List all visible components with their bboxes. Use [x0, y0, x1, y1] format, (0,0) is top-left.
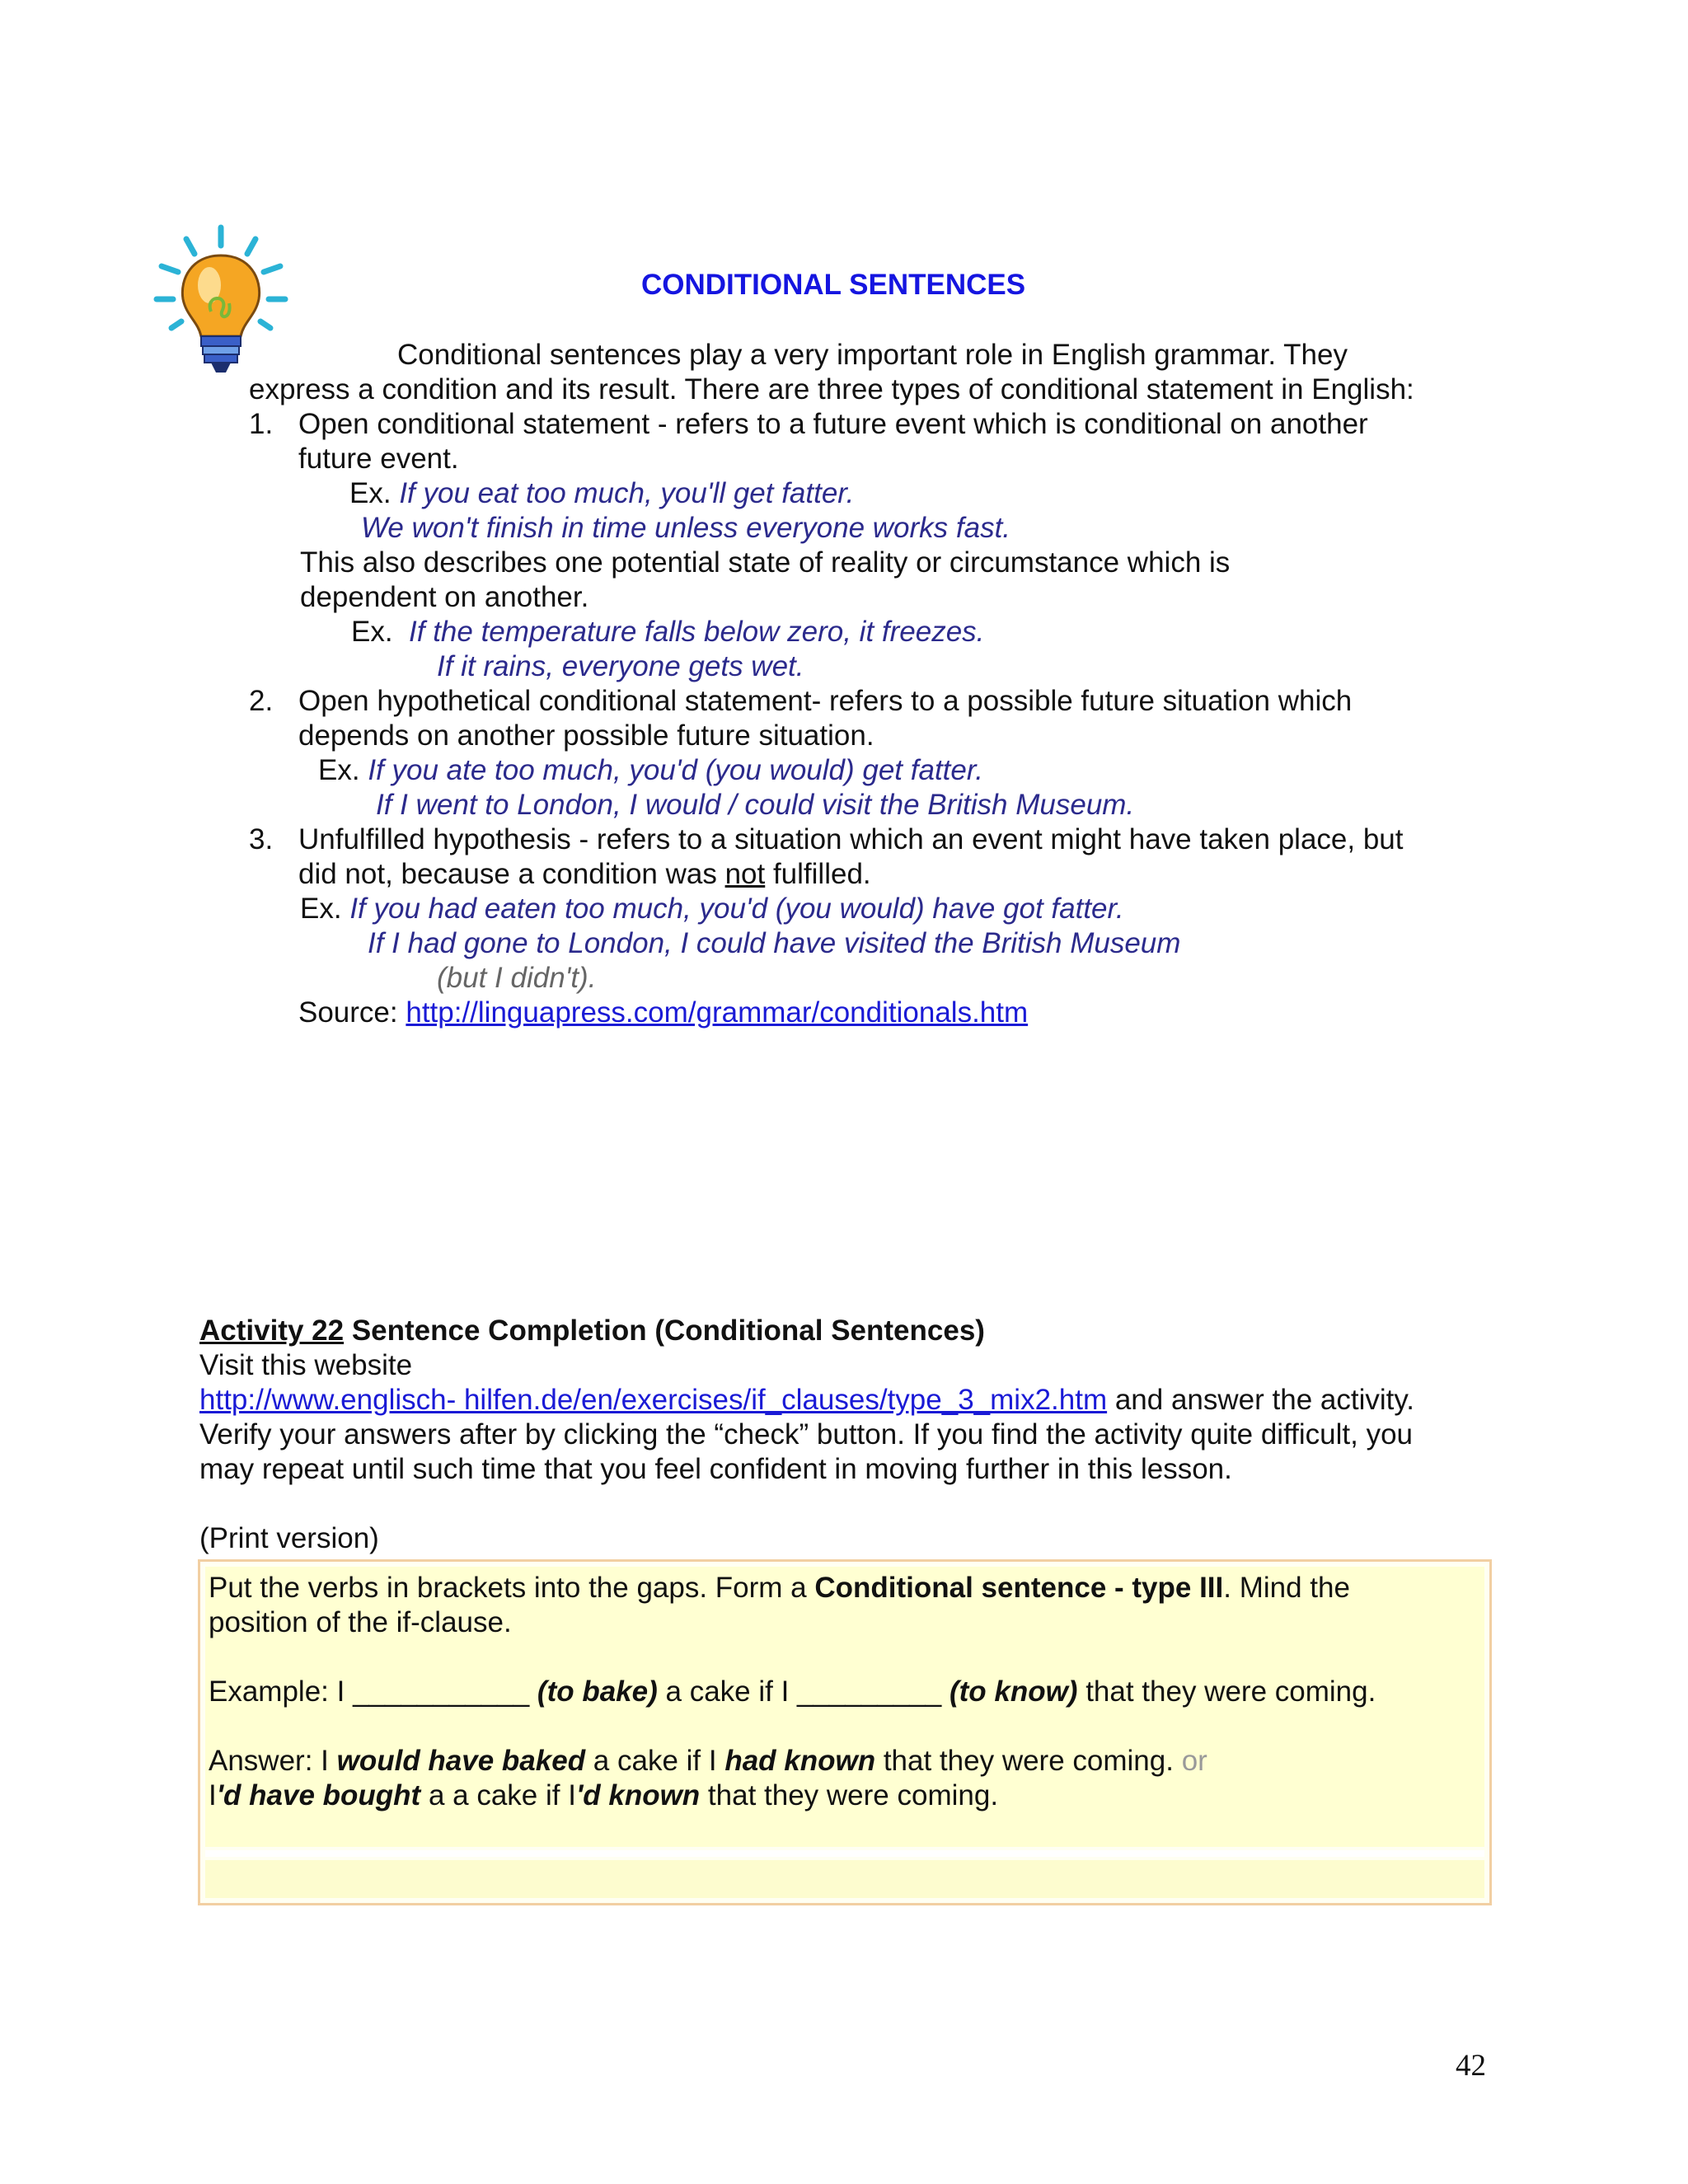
- exercise-box-divider: [205, 1850, 1484, 1857]
- example-e: that they were coming.: [1077, 1675, 1376, 1708]
- example-a: Example: I ___________: [209, 1675, 537, 1708]
- item-1-note-2: dependent on another.: [300, 581, 589, 613]
- item-3-line-2-a: did not, because a condition was: [298, 858, 725, 890]
- example-label: Ex.: [351, 616, 393, 648]
- answer-c: a cake if I: [585, 1745, 725, 1777]
- example-b: (to bake): [537, 1675, 658, 1708]
- instr-c: . Mind the: [1223, 1572, 1350, 1604]
- example-sentence: If you eat too much, you'll get fatter.: [399, 477, 855, 509]
- item-1-example-4: If it rains, everyone gets wet.: [437, 650, 804, 682]
- example-sentence: If the temperature falls below zero, it freezes.: [409, 616, 985, 648]
- activity-url-line: [199, 1383, 1414, 1418]
- box-answer-1: [209, 1744, 1207, 1779]
- example-label: Ex.: [318, 754, 360, 786]
- item-3-line-2: [298, 857, 871, 892]
- item-3-line-1: Unfulfilled hypothesis - refers to a situation which an event might have taken place, but: [298, 823, 1404, 855]
- item-2-example-2: If I went to London, I would / could visit the British Museum.: [376, 789, 1135, 821]
- example-d: (to know): [949, 1675, 1078, 1708]
- answer-b: would have baked: [336, 1745, 586, 1777]
- example-label: Ex.: [349, 477, 392, 509]
- item-1-line-2: future event.: [298, 443, 459, 475]
- activity-title: Sentence Completion (Conditional Sentences): [344, 1315, 985, 1347]
- activity-heading: [199, 1314, 985, 1348]
- ans2-e: that they were coming.: [700, 1779, 999, 1811]
- emphasis-not: not: [724, 858, 766, 890]
- list-number-3: 3.: [249, 823, 274, 855]
- activity-line-3: Verify your answers after by clicking the “check” button. If you find the activity quite difficult, you: [199, 1418, 1413, 1451]
- list-number-1: 1.: [249, 408, 274, 440]
- box-example: [209, 1675, 1376, 1709]
- box-instruction-2: position of the if-clause.: [209, 1606, 512, 1638]
- list-number-2: 2.: [249, 685, 274, 717]
- example-c: a cake if I _________: [657, 1675, 950, 1708]
- answer-a: Answer: I: [209, 1745, 337, 1777]
- activity-after-url: and answer the activity.: [1107, 1384, 1414, 1416]
- example-sentence: If you ate too much, you'd (you would) get fatter.: [368, 754, 983, 786]
- item-1-line-1: Open conditional statement - refers to a future event which is conditional on another: [298, 408, 1368, 440]
- source-line: [298, 996, 1028, 1030]
- example-label: Ex.: [300, 893, 342, 925]
- source-label: Source:: [298, 996, 406, 1029]
- item-1-example-3: [351, 615, 984, 649]
- item-3-example-1: [300, 892, 1124, 926]
- instr-a: Put the verbs in brackets into the gaps. Form a: [209, 1572, 815, 1604]
- example-sentence: If you had eaten too much, you'd (you would) have got fatter.: [349, 893, 1124, 925]
- item-1-example-2: We won't finish in time unless everyone works fast.: [361, 512, 1011, 544]
- item-3-line-2-c: fulfilled.: [765, 858, 871, 890]
- print-version-label: (Print version): [199, 1522, 379, 1554]
- item-3-example-3: (but I didn't).: [437, 962, 597, 994]
- box-answer-2: [209, 1779, 998, 1813]
- ans2-c: a a cake if I: [420, 1779, 576, 1811]
- answer-e: that they were coming.: [875, 1745, 1182, 1777]
- exercise-box-footer: [205, 1860, 1484, 1898]
- answer-or: or: [1181, 1745, 1207, 1777]
- item-1-note-1: This also describes one potential state of reality or circumstance which is: [300, 546, 1231, 579]
- intro-line-2: express a condition and its result. There are three types of conditional statement in English:: [249, 373, 1414, 405]
- activity-visit: Visit this website: [199, 1349, 413, 1381]
- activity-line-4: may repeat until such time that you feel confident in moving further in this lesson.: [199, 1453, 1232, 1485]
- instr-b: Conditional sentence - type III: [814, 1572, 1224, 1604]
- ans2-b: 'd have bought: [216, 1779, 421, 1811]
- item-2-line-2: depends on another possible future situation.: [298, 719, 874, 752]
- intro-line-1: Conditional sentences play a very important role in English grammar. They: [397, 339, 1348, 371]
- item-2-line-1: Open hypothetical conditional statement- refers to a possible future situation which: [298, 685, 1353, 717]
- answer-d: had known: [724, 1745, 876, 1777]
- box-instruction-1: [209, 1571, 1350, 1605]
- activity-label: Activity 22: [199, 1315, 345, 1347]
- activity-link[interactable]: http://www.englisch- hilfen.de/en/exercises/if_clauses/type_3_mix2.htm: [199, 1384, 1108, 1416]
- ans2-d: 'd known: [575, 1779, 701, 1811]
- item-2-example-1: [318, 753, 983, 788]
- item-3-example-2: If I had gone to London, I could have visited the British Museum: [368, 927, 1181, 959]
- item-1-example-1: [349, 476, 854, 511]
- page-title: CONDITIONAL SENTENCES: [641, 269, 1026, 301]
- source-link[interactable]: http://linguapress.com/grammar/conditionals.htm: [406, 996, 1029, 1029]
- ans2-a: I: [209, 1779, 217, 1811]
- light-bulb-icon: [147, 221, 295, 377]
- page-number: 42: [1456, 2049, 1486, 2083]
